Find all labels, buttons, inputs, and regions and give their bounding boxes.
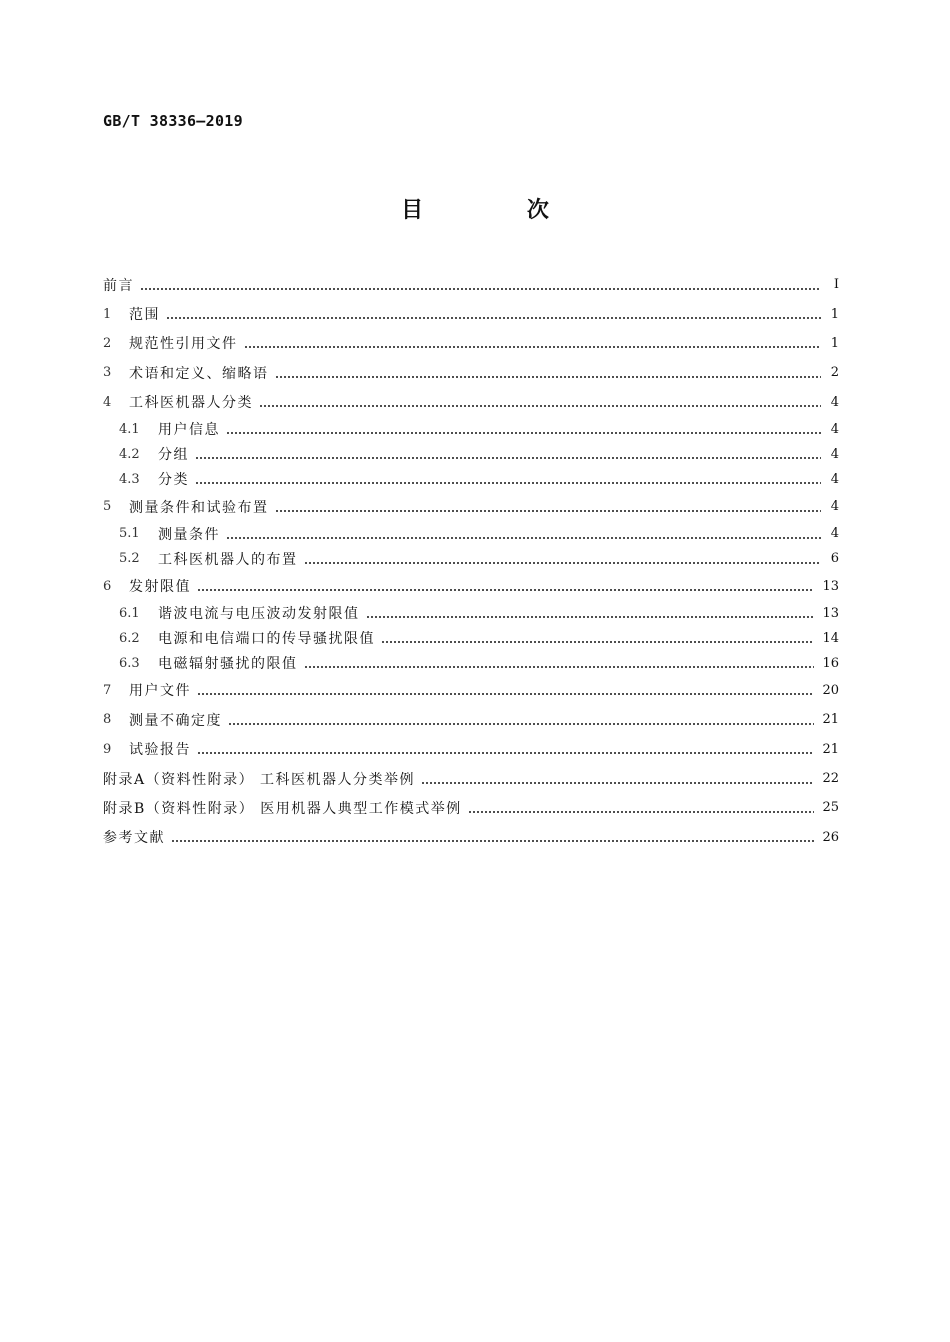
toc-entry-title[interactable]: 附录B（资料性附录） 医用机器人典型工作模式举例 [103, 800, 462, 817]
toc-entry-number: 3 [103, 365, 112, 381]
toc-entry[interactable] [103, 299, 839, 328]
toc-entry-title[interactable]: 试验报告 [129, 742, 191, 759]
toc-entry[interactable] [103, 521, 839, 546]
dot-leader [421, 772, 814, 786]
toc-entry-page: 13 [822, 605, 839, 621]
toc-entry-page: 2 [830, 365, 839, 381]
toc-entry-page: 26 [822, 829, 839, 845]
toc-entry-number: 4.3 [119, 471, 140, 487]
dot-leader [366, 606, 815, 620]
toc-entry-number: 6.3 [119, 655, 140, 671]
toc-entry-page: 4 [830, 526, 839, 542]
toc-entry-title[interactable]: 术语和定义、缩略语 [129, 365, 269, 382]
toc-entry-page: 21 [822, 741, 839, 757]
toc-entry[interactable] [103, 571, 839, 600]
toc-entry-number: 1 [103, 306, 112, 322]
toc-entry[interactable] [103, 705, 839, 734]
toc-entry-number: 4.2 [119, 446, 140, 462]
toc-entry-page: 4 [830, 421, 839, 437]
toc-entry[interactable] [103, 358, 839, 387]
toc-entry-page: 21 [822, 712, 839, 728]
toc-entry-title[interactable]: 发射限值 [129, 579, 191, 596]
toc-entry-title[interactable]: 工科医机器人的布置 [158, 551, 298, 568]
toc-entry[interactable] [103, 492, 839, 521]
toc-entry[interactable] [103, 651, 839, 676]
page-title: 目 次 [401, 198, 597, 223]
toc-entry-title[interactable]: 分组 [158, 447, 189, 464]
toc-entry-number: 5.2 [119, 551, 140, 567]
dot-leader [244, 336, 822, 350]
dot-leader [226, 527, 821, 541]
dot-leader [275, 366, 822, 380]
dot-leader [195, 472, 821, 486]
toc-entry-title[interactable]: 用户信息 [158, 422, 220, 439]
toc-entry-title[interactable]: 测量条件 [158, 526, 220, 543]
toc-entry[interactable] [103, 676, 839, 705]
toc-entry-number: 5 [103, 499, 112, 515]
toc-entry-number: 8 [103, 712, 112, 728]
toc-entry[interactable] [103, 388, 839, 417]
toc-entry-number: 6 [103, 578, 112, 594]
toc-entry[interactable] [103, 735, 839, 764]
toc-entry[interactable] [103, 329, 839, 358]
toc-entry-title[interactable]: 附录A（资料性附录） 工科医机器人分类举例 [103, 771, 416, 788]
standard-code: GB/T 38336—2019 [103, 112, 243, 130]
dot-leader [259, 395, 821, 409]
toc-entry-number: 9 [103, 741, 112, 757]
toc-entry-title[interactable]: 测量条件和试验布置 [129, 499, 269, 516]
dot-leader [275, 500, 822, 514]
dot-leader [171, 830, 814, 844]
toc-entry-page: 16 [822, 655, 839, 671]
toc-entry-number: 6.1 [119, 605, 140, 621]
toc-entry[interactable] [103, 270, 839, 299]
toc-entry[interactable] [103, 626, 839, 651]
toc-entry-number: 4.1 [119, 421, 140, 437]
toc-entry-title[interactable]: 测量不确定度 [129, 712, 222, 729]
dot-leader [197, 683, 814, 697]
toc-entry-title[interactable]: 范围 [129, 307, 160, 324]
toc-entry[interactable] [103, 467, 839, 492]
toc-entry-page: 20 [822, 682, 839, 698]
toc-entry-number: 6.2 [119, 630, 140, 646]
dot-leader [226, 422, 821, 436]
toc-entry-page: 6 [830, 551, 839, 567]
toc-entry-title[interactable]: 前言 [103, 277, 134, 294]
toc-entry-page: Ⅰ [833, 277, 839, 293]
dot-leader [228, 713, 814, 727]
toc-entry[interactable] [103, 601, 839, 626]
toc-entry-title[interactable]: 规范性引用文件 [129, 336, 238, 353]
toc-entry-number: 4 [103, 394, 112, 410]
toc-entry-page: 25 [822, 800, 839, 816]
toc-entry-page: 14 [822, 630, 839, 646]
toc-entry-page: 4 [830, 394, 839, 410]
dot-leader [304, 552, 822, 566]
toc-entry-title[interactable]: 电磁辐射骚扰的限值 [158, 656, 298, 673]
toc-entry-number: 7 [103, 682, 112, 698]
dot-leader [304, 656, 815, 670]
toc-entry[interactable] [103, 546, 839, 571]
dot-leader [195, 447, 821, 461]
dot-leader [381, 631, 814, 645]
toc-entry-title[interactable]: 工科医机器人分类 [129, 395, 253, 412]
dot-leader [166, 307, 821, 321]
toc-entry[interactable] [103, 793, 839, 822]
toc-entry-page: 1 [830, 306, 839, 322]
toc-entry-page: 1 [830, 335, 839, 351]
toc-entry-title[interactable]: 电源和电信端口的传导骚扰限值 [158, 631, 375, 648]
toc-entry[interactable] [103, 442, 839, 467]
toc-entry-number: 2 [103, 335, 112, 351]
toc-entry-page: 4 [830, 499, 839, 515]
toc-entry-page: 22 [822, 771, 839, 787]
table-of-contents [103, 270, 839, 852]
dot-leader [140, 278, 821, 292]
toc-entry-title[interactable]: 分类 [158, 472, 189, 489]
toc-entry-number: 5.1 [119, 526, 140, 542]
toc-entry[interactable] [103, 823, 839, 852]
toc-entry-title[interactable]: 参考文献 [103, 830, 165, 847]
toc-entry-title[interactable]: 用户文件 [129, 683, 191, 700]
toc-entry[interactable] [103, 764, 839, 793]
toc-entry-page: 4 [830, 446, 839, 462]
toc-entry-title[interactable]: 谐波电流与电压波动发射限值 [158, 606, 360, 623]
dot-leader [197, 742, 814, 756]
toc-entry[interactable] [103, 417, 839, 442]
toc-entry-page: 4 [830, 471, 839, 487]
dot-leader [197, 579, 814, 593]
dot-leader [468, 801, 815, 815]
toc-entry-page: 13 [822, 578, 839, 594]
